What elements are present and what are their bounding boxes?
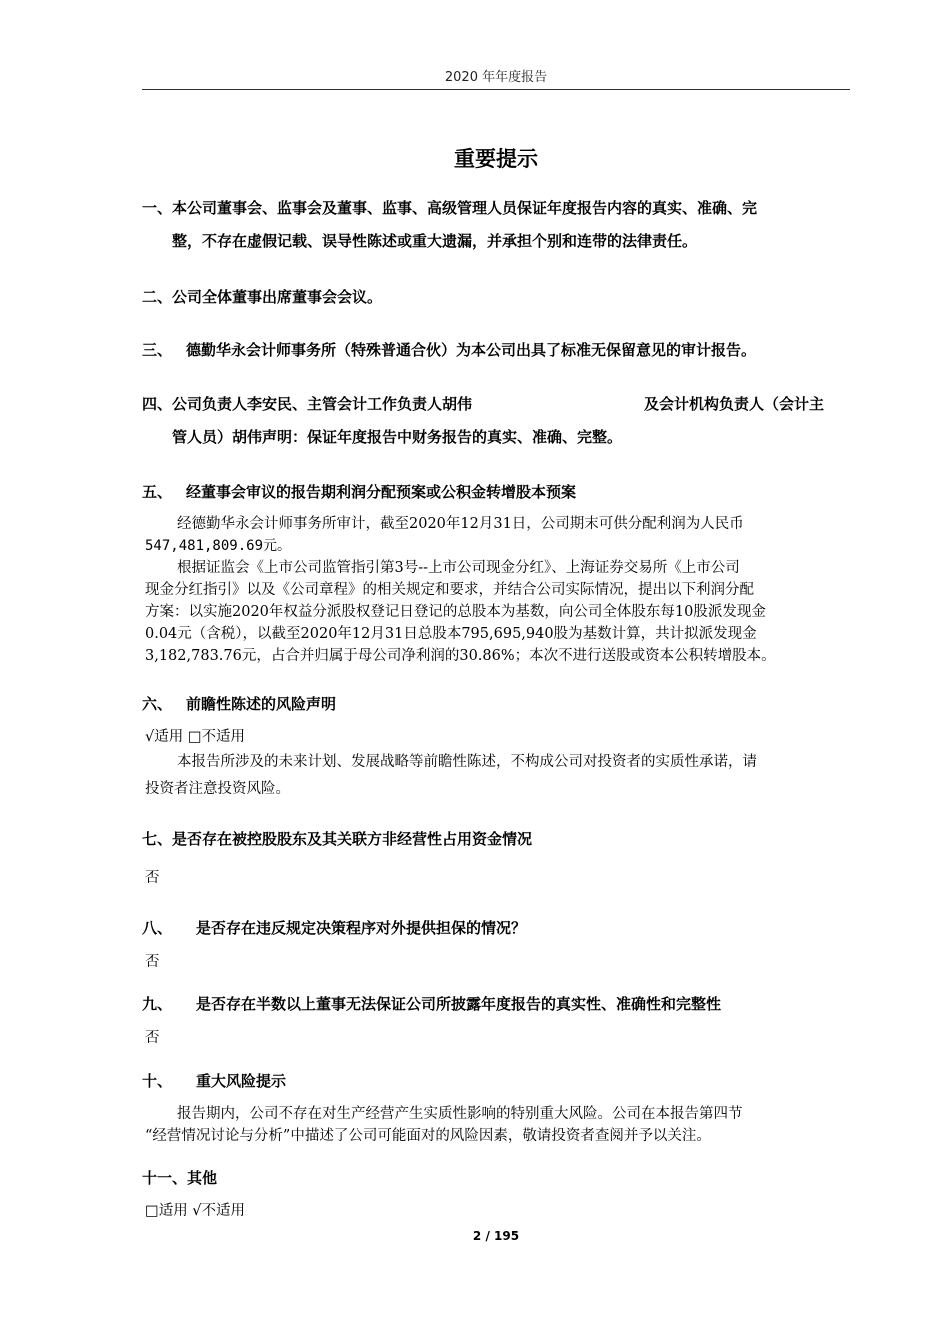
section-5-number: 五、	[142, 483, 173, 501]
section-5-para-2-line-3: 方案：以实施2020年权益分派股权登记日登记的总股本为基数，向公司全体股东每10股派发现金	[145, 604, 766, 620]
section-6-heading	[142, 693, 336, 714]
section-3	[142, 339, 756, 360]
section-4-text-1a: 公司负责人李安民、主管会计工作负责人胡伟	[172, 395, 473, 413]
section-10-number: 十、	[142, 1072, 173, 1090]
section-7-number: 七、	[142, 830, 173, 848]
section-1-number: 一、	[142, 199, 173, 217]
section-4-line-1a	[142, 393, 472, 414]
section-6-text-line-1: 本报告所涉及的未来计划、发展战略等前瞻性陈述，不构成公司对投资者的实质性承诺，请	[177, 754, 757, 770]
section-4-number: 四、	[142, 395, 173, 413]
section-6-applicability: √适用 □不适用	[145, 729, 246, 745]
section-10-title: 重大风险提示	[196, 1072, 287, 1090]
section-5-para-1-line-1: 经德勤华永会计师事务所审计，截至2020年12月31日，公司期末可供分配利润为人民币	[177, 516, 744, 532]
section-5-para-1-line-2: 547,481,809.69元。	[145, 538, 292, 554]
section-9-number: 九、	[142, 995, 173, 1013]
section-8-answer: 否	[145, 954, 160, 970]
section-4-line-2: 管人员）胡伟声明：保证年度报告中财务报告的真实、准确、完整。	[172, 428, 623, 446]
section-8-title: 是否存在违反规定决策程序对外提供担保的情况？	[196, 919, 527, 937]
section-3-text: 德勤华永会计师事务所（特殊普通合伙）为本公司出具了标准无保留意见的审计报告。	[186, 341, 757, 359]
section-5-para-2-line-5: 3,182,783.76元，占合并归属于母公司净利润的30.86%；本次不进行送股或资本公积转增股本。	[145, 648, 776, 664]
section-2	[142, 286, 382, 307]
section-1-text-1: 本公司董事会、监事会及董事、监事、高级管理人员保证年度报告内容的真实、准确、完	[172, 199, 758, 217]
section-6-number: 六、	[142, 695, 173, 713]
section-5-heading	[142, 481, 576, 502]
section-11-heading	[142, 1167, 217, 1188]
section-3-number: 三、	[142, 341, 173, 359]
section-9-answer: 否	[145, 1030, 160, 1046]
section-7-answer: 否	[145, 870, 160, 886]
section-8-number: 八、	[142, 919, 173, 937]
section-2-number: 二、	[142, 288, 173, 306]
section-7-title: 是否存在被控股股东及其关联方非经营性占用资金情况	[172, 830, 533, 848]
section-9-title: 是否存在半数以上董事无法保证公司所披露年度报告的真实性、准确性和完整性	[196, 995, 722, 1013]
section-10-text-line-1: 报告期内，公司不存在对生产经营产生实质性影响的特别重大风险。公司在本报告第四节	[177, 1106, 743, 1122]
section-6-title: 前瞻性陈述的风险声明	[186, 695, 337, 713]
section-2-text: 公司全体董事出席董事会会议。	[172, 288, 383, 306]
section-6-text-line-2: 投资者注意投资风险。	[145, 781, 290, 797]
section-9-heading	[142, 993, 721, 1014]
section-11-number: 十一、	[142, 1169, 188, 1187]
page-number: 2 / 195	[472, 1229, 520, 1243]
page-title: 重要提示	[454, 147, 538, 171]
section-5-para-2-line-4: 0.04元（含税），以截至2020年12月31日总股本795,695,940股为基数计算，共计拟派发现金	[145, 626, 757, 642]
section-11-title: 其他	[187, 1169, 218, 1187]
section-4-line-1b: 及会计机构负责人（会计主	[644, 395, 825, 413]
section-7-heading	[142, 828, 532, 849]
section-10-text-line-2: “经营情况讨论与分析”中描述了公司可能面对的风险因素，敬请投资者查阅并予以关注。	[145, 1128, 711, 1144]
running-header: 2020 年年度报告	[444, 70, 548, 85]
section-1-line-1	[142, 197, 757, 218]
section-5-para-2-line-1: 根据证监会《上市公司监管指引第3号--上市公司现金分红》、上海证券交易所《上市公司	[177, 560, 740, 576]
section-11-applicability: □适用 √不适用	[145, 1203, 246, 1219]
section-10-heading	[142, 1070, 286, 1091]
header-divider	[142, 89, 850, 90]
section-8-heading	[142, 917, 526, 938]
section-5-title: 经董事会审议的报告期利润分配预案或公积金转增股本预案	[186, 483, 577, 501]
section-1-line-2: 整，不存在虚假记载、误导性陈述或重大遗漏，并承担个别和连带的法律责任。	[172, 232, 698, 250]
section-5-para-2-line-2: 现金分红指引》以及《公司章程》的相关规定和要求，并结合公司实际情况，提出以下利润分配	[145, 582, 754, 598]
